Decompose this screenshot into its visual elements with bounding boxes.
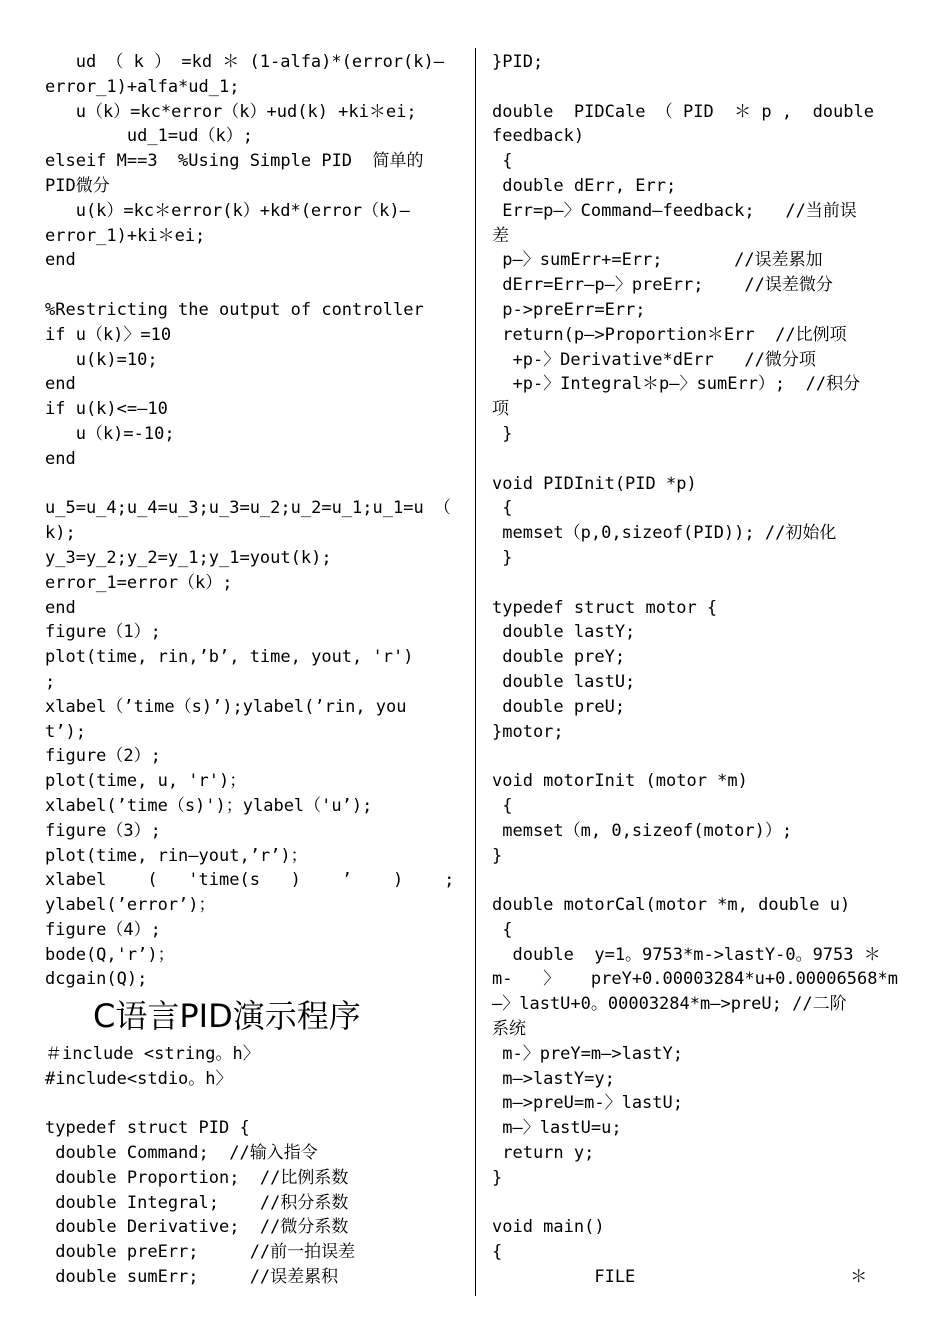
code-line: xlabel（’time（s)’);ylabel(’rin, you xyxy=(45,696,407,717)
code-line: figure（1）; xyxy=(45,622,161,643)
code-line: return y; xyxy=(492,1143,595,1164)
code-line: { xyxy=(492,151,513,172)
code-line: ; xyxy=(45,671,56,692)
code-line: memset（m, 0,sizeof(motor)）; xyxy=(492,820,793,841)
code-line: +p-〉Integral＊p—〉sumErr）; //积分 xyxy=(492,374,861,395)
code-line xyxy=(45,273,463,298)
code-line: Err=p—〉Command—feedback; //当前误 xyxy=(492,200,857,221)
code-line: figure（3）; xyxy=(45,820,161,841)
code-line: if u（k)〉=10 xyxy=(45,324,172,345)
left-code-block-continued xyxy=(45,1042,463,1290)
code-line: %Restricting the output of controller xyxy=(45,299,424,320)
code-line: } xyxy=(492,845,503,866)
code-line: }PID; xyxy=(492,52,544,72)
code-line: m—>preU=m-〉lastU; xyxy=(492,1093,683,1114)
code-line: double Derivative; //微分系数 xyxy=(45,1217,349,1238)
code-line: u（k)=-10; xyxy=(45,423,175,444)
code-line: t’); xyxy=(45,721,86,742)
code-line: k); xyxy=(45,523,76,544)
code-line: end xyxy=(45,374,76,395)
code-line xyxy=(492,571,906,596)
code-line: double Proportion; //比例系数 xyxy=(45,1167,349,1188)
column-divider xyxy=(475,48,476,1296)
code-line: error_1)+alfa*ud_1; xyxy=(45,76,240,97)
code-line: ylabel(’error’)； xyxy=(45,895,216,916)
code-line: bode(Q,'r’)； xyxy=(45,944,175,965)
code-line: double sumErr; //误差累积 xyxy=(45,1267,339,1288)
left-column xyxy=(45,50,463,1290)
code-line: feedback) xyxy=(492,126,585,147)
section-heading: C语言PID演示程序 xyxy=(93,997,361,1036)
code-line: —〉lastU+0。00003284*m—>preU; //二阶 xyxy=(492,994,847,1015)
code-line: +p-〉Derivative*dErr //微分项 xyxy=(492,349,816,370)
code-line xyxy=(492,744,906,769)
code-line: PID微分 xyxy=(45,175,110,196)
code-line: error_1=error（k）; xyxy=(45,572,233,593)
code-line: xlabel ( 'time(s ) ’ ) ; xyxy=(45,870,455,891)
code-line xyxy=(45,472,463,497)
code-line: { xyxy=(492,919,513,940)
code-line: u_5=u_4;u_4=u_3;u_3=u_2;u_2=u_1;u_1=u （ xyxy=(45,498,451,519)
code-line: p->preErr=Err; xyxy=(492,299,646,320)
code-line: figure（2）; xyxy=(45,746,161,767)
code-line: } xyxy=(492,547,513,568)
code-line xyxy=(492,1191,906,1216)
code-line: p—〉sumErr+=Err; //误差累加 xyxy=(492,250,823,271)
code-line: double PIDCale （ PID ＊ p , double xyxy=(492,101,874,122)
code-line: double preY; xyxy=(492,647,626,668)
code-line: void PIDInit(PID *p) xyxy=(492,473,697,494)
code-line: plot(time, rin,’b’, time, yout, 'r') xyxy=(45,647,414,668)
code-line: { xyxy=(492,498,513,519)
code-line: m- 〉 preY+0.00003284*u+0.00006568*m xyxy=(492,969,898,990)
code-line: void motorInit (motor *m) xyxy=(492,771,748,792)
code-line: end xyxy=(45,250,76,271)
code-line: y_3=y_2;y_2=y_1;y_1=yout(k); xyxy=(45,547,332,568)
code-line: double dErr, Err; xyxy=(492,175,677,196)
code-line: u（k）=kc*error（k）+ud(k) +ki＊ei; xyxy=(45,101,417,122)
code-line: void main() xyxy=(492,1217,605,1238)
code-line xyxy=(45,1091,463,1116)
right-column xyxy=(492,50,906,1290)
code-line: error_1)+ki＊ei; xyxy=(45,225,206,246)
code-line: }motor; xyxy=(492,721,564,742)
code-line: u(k）=kc＊error(k）+kd*(error（k)— xyxy=(45,200,410,221)
code-line: elseif M==3 %Using Simple PID 简单的 xyxy=(45,151,424,172)
code-line: figure（4）; xyxy=(45,919,161,940)
code-line: return(p—>Proportion＊Err //比例项 xyxy=(492,324,847,345)
code-line: dcgain(Q); xyxy=(45,969,148,990)
code-line: end xyxy=(45,448,76,469)
code-line: m-〉preY=m—>lastY; xyxy=(492,1043,683,1064)
code-line: if u(k)<=—10 xyxy=(45,399,168,420)
code-line: u(k)=10; xyxy=(45,349,158,370)
code-line: double lastU; xyxy=(492,671,636,692)
code-line: memset（p,0,sizeof(PID)); //初始化 xyxy=(492,523,837,544)
code-line xyxy=(492,868,906,893)
code-line: double preU; xyxy=(492,696,626,717)
code-line: FILE ＊ xyxy=(492,1267,868,1288)
code-line: typedef struct motor { xyxy=(492,597,718,618)
code-line: ud_1=ud（k）; xyxy=(45,126,253,147)
code-line: plot(time, u, 'r')； xyxy=(45,771,247,792)
code-line: double preErr; //前一拍误差 xyxy=(45,1242,356,1263)
code-line: } xyxy=(492,423,513,444)
code-line: xlabel(’time（s)')；ylabel（'u’); xyxy=(45,795,373,816)
right-code-block xyxy=(492,50,906,1290)
code-line: double Command; //输入指令 xyxy=(45,1143,318,1164)
code-line: double motorCal(motor *m, double u) xyxy=(492,895,851,916)
left-code-block xyxy=(45,50,463,992)
code-line: m—〉lastU=u; xyxy=(492,1118,622,1139)
code-line: } xyxy=(492,1167,503,1188)
code-line: 系统 xyxy=(492,1019,526,1040)
code-line: plot(time, rin—yout,’r’)； xyxy=(45,845,308,866)
code-line: ud （ k ） =kd ＊ (1-alfa)*(error(k)— xyxy=(45,52,444,72)
code-line xyxy=(492,447,906,472)
code-line: double lastY; xyxy=(492,622,636,643)
code-line: double Integral; //积分系数 xyxy=(45,1192,349,1213)
code-line: { xyxy=(492,1242,503,1263)
code-line: m—>lastY=y; xyxy=(492,1068,615,1089)
code-line: dErr=Err—p—〉preErr; //误差微分 xyxy=(492,275,833,296)
code-line: 项 xyxy=(492,399,509,420)
code-line: end xyxy=(45,597,76,618)
code-line xyxy=(492,75,906,100)
code-line: 差 xyxy=(492,225,509,246)
code-line: #include<stdio。h〉 xyxy=(45,1068,233,1089)
code-line: double y=1。9753*m->lastY-0。9753 ＊ xyxy=(492,944,881,965)
code-line: { xyxy=(492,795,513,816)
code-line: ＃include <string。h〉 xyxy=(45,1043,260,1064)
code-line: typedef struct PID { xyxy=(45,1118,250,1139)
